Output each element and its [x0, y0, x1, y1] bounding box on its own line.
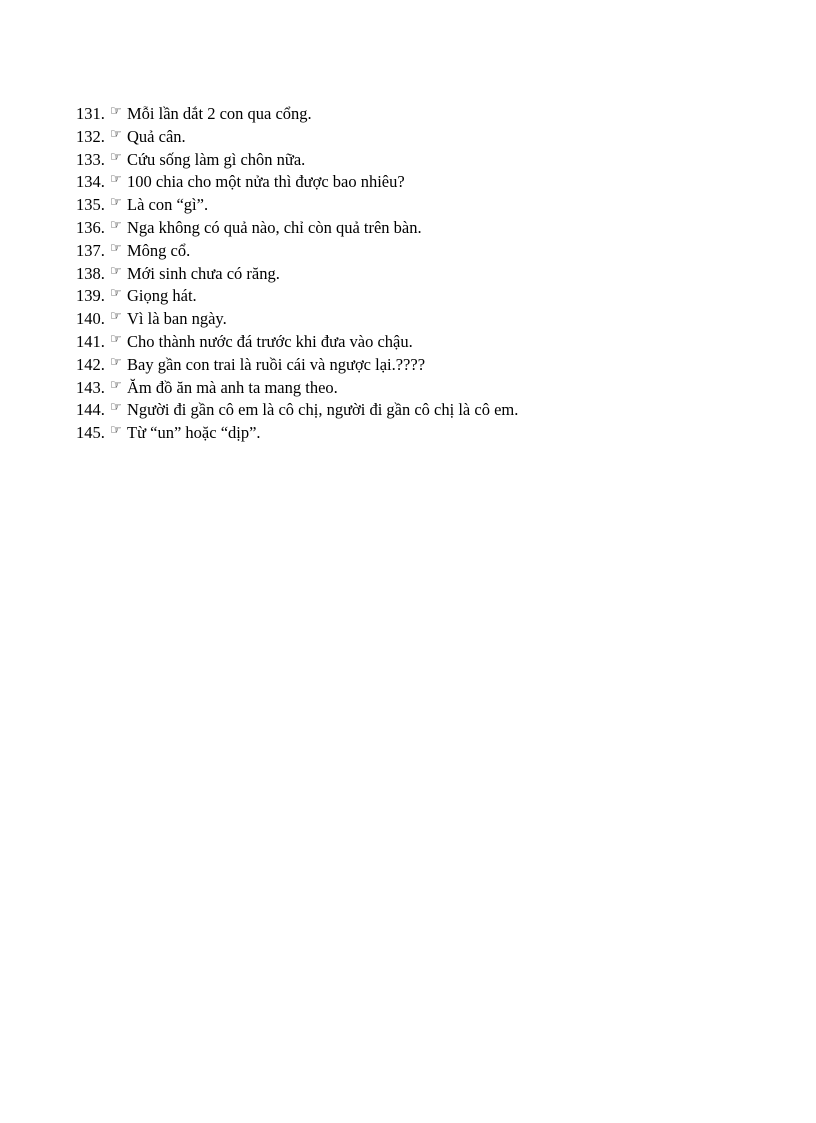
answer-item	[76, 285, 518, 308]
answer-item	[76, 422, 518, 445]
item-number: 136.	[76, 217, 105, 237]
answer-text: Mông cổ.	[127, 240, 191, 260]
answer-text: Nga không có quả nào, chỉ còn quả trên bàn.	[127, 217, 422, 237]
answer-item	[76, 354, 518, 377]
pointing-hand-icon: ☞	[110, 423, 122, 439]
answer-item	[76, 149, 518, 172]
answer-text: Từ “un” hoặc “dịp”.	[127, 423, 261, 443]
item-number: 143.	[76, 377, 105, 397]
item-number: 132.	[76, 126, 105, 146]
answer-text: Người đi gần cô em là cô chị, người đi gần cô chị là cô em.	[127, 400, 519, 420]
answer-text: Bay gần con trai là ruồi cái và ngược lại.????	[127, 354, 426, 374]
answer-text: Quả cân.	[127, 126, 186, 146]
pointing-hand-icon: ☞	[110, 195, 122, 211]
answer-item	[76, 126, 518, 149]
answer-text: Mỗi lần dắt 2 con qua cổng.	[127, 104, 312, 123]
pointing-hand-icon: ☞	[110, 217, 122, 233]
pointing-hand-icon: ☞	[110, 377, 122, 393]
answer-item	[76, 263, 518, 286]
pointing-hand-icon: ☞	[110, 104, 122, 119]
answer-item	[76, 217, 518, 240]
answer-text: Giọng hát.	[127, 286, 197, 306]
answer-item	[76, 103, 518, 126]
item-number: 140.	[76, 309, 105, 329]
item-number: 131.	[76, 104, 105, 123]
answer-item	[76, 240, 518, 263]
answer-item	[76, 308, 518, 331]
pointing-hand-icon: ☞	[110, 286, 122, 302]
item-number: 135.	[76, 195, 105, 215]
pointing-hand-icon: ☞	[110, 354, 122, 370]
pointing-hand-icon: ☞	[110, 309, 122, 325]
pointing-hand-icon: ☞	[110, 400, 122, 416]
answer-text: Mới sinh chưa có răng.	[127, 263, 280, 283]
answer-text: Cứu sống làm gì chôn nữa.	[127, 149, 306, 169]
answer-item	[76, 194, 518, 217]
item-number: 139.	[76, 286, 105, 306]
item-number: 137.	[76, 240, 105, 260]
item-number: 141.	[76, 331, 105, 351]
answer-text: 100 chia cho một nửa thì được bao nhiêu?	[127, 172, 405, 192]
pointing-hand-icon: ☞	[110, 263, 122, 279]
answer-text: Là con “gì”.	[127, 195, 209, 215]
pointing-hand-icon: ☞	[110, 172, 122, 188]
answer-item	[76, 399, 518, 422]
item-number: 145.	[76, 423, 105, 443]
answer-item	[76, 377, 518, 400]
answer-list	[76, 103, 518, 445]
pointing-hand-icon: ☞	[110, 240, 122, 256]
answer-text: Cho thành nước đá trước khi đưa vào chậu.	[127, 331, 413, 351]
answer-text: Vì là ban ngày.	[127, 309, 227, 329]
answer-item	[76, 331, 518, 354]
pointing-hand-icon: ☞	[110, 126, 122, 142]
answer-item	[76, 171, 518, 194]
item-number: 133.	[76, 149, 105, 169]
pointing-hand-icon: ☞	[110, 149, 122, 165]
item-number: 138.	[76, 263, 105, 283]
item-number: 134.	[76, 172, 105, 192]
pointing-hand-icon: ☞	[110, 331, 122, 347]
answer-text: Ăm đồ ăn mà anh ta mang theo.	[127, 377, 338, 397]
item-number: 142.	[76, 354, 105, 374]
item-number: 144.	[76, 400, 105, 420]
